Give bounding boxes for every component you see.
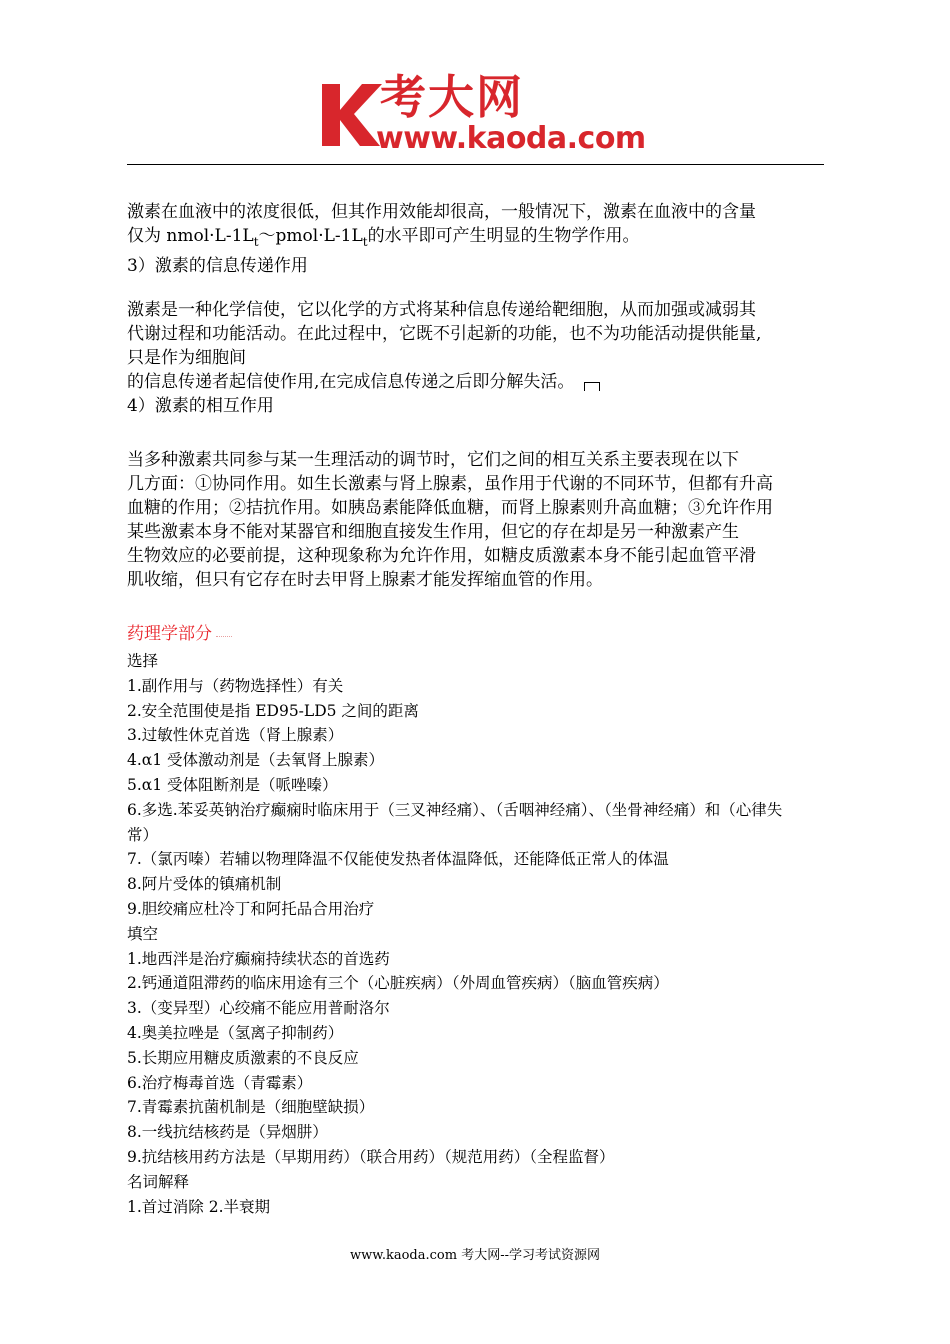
header-rule: [127, 164, 824, 165]
list-item: 9.抗结核用药方法是（早期用药）（联合用药）（规范用药）（全程监督）: [127, 1147, 615, 1166]
choice-label: 选择: [127, 652, 159, 670]
list-item: 4.奥美拉唑是（氢离子抑制药）: [127, 1023, 344, 1042]
terms-label: 名词解释: [127, 1172, 190, 1191]
logo-url-text: www.kaoda.com: [376, 121, 646, 156]
list-item: 7.青霉素抗菌机制是（细胞壁缺损）: [127, 1098, 375, 1117]
list-item: 2.安全范围使是指 ED95-LD5 之间的距离: [127, 701, 419, 720]
list-item: 7.（氯丙嗪）若辅以物理降温不仅能使发热者体温降低，还能降低正常人的体温: [127, 850, 669, 869]
text-line: 激素是一种化学信使，它以化学的方式将某种信息传递给靶细胞，从而加强或减弱其: [127, 300, 756, 320]
paragraph-hormone-interaction: [127, 448, 827, 592]
pharmacology-list: [127, 649, 832, 1219]
list-item: 6.治疗梅毒首选（青霉素）: [127, 1073, 313, 1092]
text-line: 激素在血液中的浓度很低，但其作用效能却很高，一般情况下，激素在血液中的含量: [127, 202, 756, 222]
list-item: 5.α1 受体阻断剂是（哌唑嗪）: [127, 775, 338, 794]
text-line: 某些激素本身不能对某器官和细胞直接发生作用，但它的存在却是另一种激素产生: [127, 522, 739, 542]
kaoda-logo[interactable]: [318, 70, 648, 160]
list-item: 1.首过消除 2.半衰期: [127, 1197, 271, 1216]
list-item: 6.多选.苯妥英钠治疗癫痫时临床用于（三叉神经痛）、（舌咽神经痛）、（坐骨神经痛）和（心律失: [127, 800, 783, 819]
pharmacology-title: [127, 622, 827, 646]
text-line: 生物效应的必要前提，这种现象称为允许作用，如糖皮质激素本身不能引起血管平滑: [127, 546, 756, 566]
text-line: 当多种激素共同参与某一生理活动的调节时，它们之间的相互关系主要表现在以下: [127, 450, 739, 470]
text-line: 仅为 $nmol\cdot L-1L_t\sim pmol\cdot L-1L_t$的水平即可产生明显的生物学作用。: [127, 226, 640, 249]
list-item: 5.长期应用糖皮质激素的不良反应: [127, 1048, 359, 1067]
dotted-underline: [216, 636, 232, 637]
text-line: 几方面：①协同作用。如生长激素与肾上腺素，虽作用于代谢的不同环节，但都有升高: [127, 474, 773, 494]
text-line: 血糖的作用；②拮抗作用。如胰岛素能降低血糖，而肾上腺素则升高血糖；③允许作用: [127, 498, 773, 518]
list-item: 9.胆绞痛应杜冷丁和阿托品合用治疗: [127, 899, 375, 918]
list-item: 3.（变异型）心绞痛不能应用普耐洛尔: [127, 999, 390, 1018]
list-item: 8.阿片受体的镇痛机制: [127, 875, 282, 894]
paragraph-hormone-concentration: [127, 200, 827, 278]
text-line: 只是作为细胞间: [127, 348, 246, 368]
text-line: 代谢过程和功能活动。在此过程中，它既不引起新的功能，也不为功能活动提供能量,: [127, 324, 762, 344]
text-line: 肌收缩，但只有它存在时去甲肾上腺素才能发挥缩血管的作用。: [127, 570, 603, 590]
paragraph-hormone-signaling: [127, 298, 827, 418]
text-line: 的信息传递者起信使作用,在完成信息传递之后即分解失活。: [127, 370, 827, 394]
section-heading-3: 3）激素的信息传递作用: [127, 256, 308, 276]
list-item: 1.地西泮是治疗癫痫持续状态的首选药: [127, 949, 390, 968]
section-title-red: 药理学部分: [127, 624, 232, 644]
list-item: 4.α1 受体激动剂是（去氧肾上腺素）: [127, 751, 385, 770]
list-item: 2.钙通道阻滞药的临床用途有三个（心脏疾病）（外周血管疾病）（脑血管疾病）: [127, 974, 669, 993]
list-item: 8.一线抗结核药是（异烟肼）: [127, 1123, 328, 1142]
list-item: 1.副作用与（药物选择性）有关: [127, 676, 344, 695]
section-heading-4: 4）激素的相互作用: [127, 396, 274, 416]
list-item: 常）: [127, 825, 159, 844]
list-item: 3.过敏性休克首选（肾上腺素）: [127, 726, 344, 745]
page-footer[interactable]: www.kaoda.com 考大网--学习考试资源网: [350, 1248, 600, 1263]
logo-cn-text: 考大网: [380, 70, 524, 124]
fill-label: 填空: [127, 924, 159, 943]
k-logo-icon: [318, 80, 384, 148]
bracket-mark-icon: [584, 382, 600, 391]
